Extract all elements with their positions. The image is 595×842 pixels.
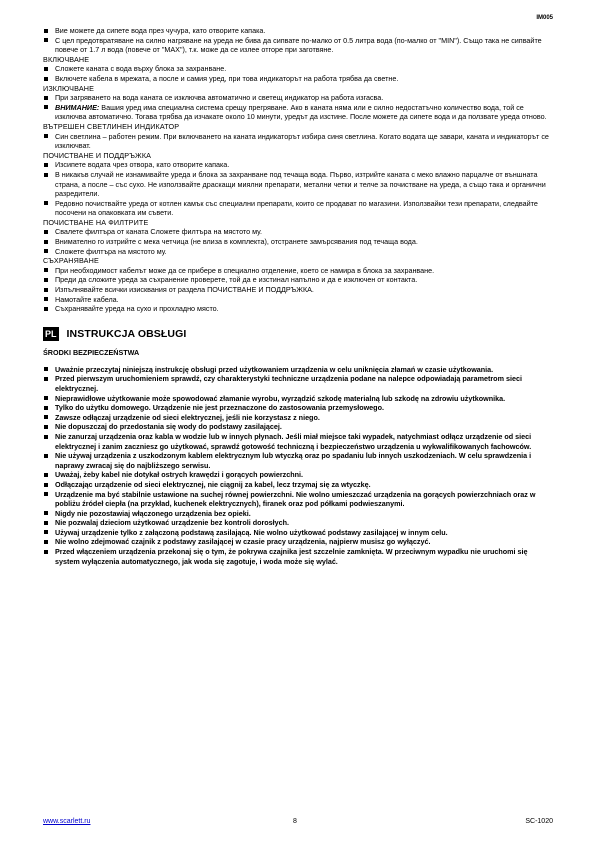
list-item: Nie używaj urządzenia z uszkodzonym kablem elektrycznym lub wtyczką oraz po spadaniu lub innych uszkodzeniach. W celu sprawdzenia i naprawy zwracaj się do najbliższego serwisu.: [43, 451, 553, 470]
bullet-icon: [44, 540, 48, 544]
list-item: При необходимост кабелът може да се прибере в специално отделение, което се намира в блока за захранване.: [43, 266, 553, 276]
bullet-icon: [44, 511, 48, 515]
bullet-icon: [44, 483, 48, 487]
list-item: Uważnie przeczytaj niniejszą instrukcję obsługi przed użytkowaniem urządzenia w celu uniknięcia złamań w czasie użytkowania.: [43, 365, 553, 375]
page: [43, 0, 553, 842]
model-number: SC-1020: [525, 818, 553, 825]
list-item: Urządzenie ma być stabilnie ustawione na suchej równej powierzchni. Nie wolno umieszczać urządzenia na gorących powierzchniach oraz w pobliżu źródeł ciepła (na przykład, kuchenek elektrycznych), firanek oraz pod półkami podwieszanymi.: [43, 490, 553, 509]
list-item: Nie zanurzaj urządzenia oraz kabla w wodzie lub w innych płynach. Jeśli miał miejsce taki wypadek, natychmiast odłącz urządzenie od sieci elektrycznej i zanim zaczniesz go użytkować, sprawdź gotowość techniczną i bezpieczeństwo urządzenia u wykwalifikowanych fachowców.: [43, 432, 553, 451]
list-item: Намотайте кабела.: [43, 295, 553, 305]
page-number: 8: [293, 818, 297, 825]
list-item: Uważaj, żeby kabel nie dotykał ostrych krawędzi i gorących powierzchni.: [43, 470, 553, 480]
bullet-icon: [44, 530, 48, 534]
bg-switch-on-list: [43, 64, 553, 83]
bullet-icon: [44, 550, 48, 554]
list-item: При загряването на вода каната се изключва автоматично и светещ индикатор на работа изгасва.: [43, 93, 553, 103]
bg-indicator-list: [43, 132, 553, 151]
list-item: Nie pozwalaj dzieciom użytkować urządzenie bez kontroli dorosłych.: [43, 518, 553, 528]
bullet-icon: [44, 163, 48, 167]
bullet-icon: [44, 173, 48, 177]
bullet-icon: [44, 29, 48, 33]
list-item: Вие можете да сипете вода през чучура, като отворите капака.: [43, 26, 553, 36]
language-badge: PL: [45, 328, 57, 339]
bullet-icon: [44, 454, 48, 458]
list-item: Nie dopuszczaj do przedostania się wody do podstawy zasilającej.: [43, 422, 553, 432]
list-item: Изсипете водата чрез отвора, като отворите капака.: [43, 160, 553, 170]
content: [43, 26, 553, 566]
bullet-icon: [44, 77, 48, 81]
section-heading: ВЪТРЕШЕН СВЕТЛИНЕН ИНДИКАТОР: [43, 121, 180, 131]
list-item: Сложете филтъра на мястото му.: [43, 247, 553, 257]
footer: [43, 818, 553, 828]
pl-safety-list: [43, 365, 553, 566]
list-item: Свалете филтъра от каната Сложете филтъра на мястото му.: [43, 227, 553, 237]
list-item: Zawsze odłączaj urządzenie od sieci elektrycznej, jeśli nie korzystasz z niego.: [43, 413, 553, 423]
bullet-icon: [44, 415, 48, 419]
bullet-icon: [44, 230, 48, 234]
bullet-icon: [44, 492, 48, 496]
pl-title: INSTRUKCJA OBSŁUGI: [66, 327, 187, 340]
list-item: Внимателно го изтрийте с мека четчица (не влиза в комплекта), отстранете замърсявания под течаща вода.: [43, 237, 553, 247]
bullet-icon: [44, 435, 48, 439]
bullet-icon: [44, 307, 48, 311]
list-item: Сложете каната с вода върху блока за захранване.: [43, 64, 553, 74]
list-item: Odłączając urządzenie od sieci elektrycznej, nie ciągnij za kabel, lecz trzymaj się za wtyczkę.: [43, 480, 553, 490]
warning-label: ВНИМАНИЕ:: [55, 102, 100, 112]
list-item: Nie wolno zdejmować czajnik z podstawy zasilającej w czasie pracy urządzenia, najpierw musisz go wyłączyć.: [43, 537, 553, 547]
bullet-icon: [44, 396, 48, 400]
bg-switch-off-list: [43, 93, 553, 122]
bullet-icon: [44, 67, 48, 71]
list-item: Tylko do użytku domowego. Urządzenie nie jest przeznaczone do zastosowania przemysłowego.: [43, 403, 553, 413]
list-item: Съхранявайте уреда на сухо и прохладно място.: [43, 304, 553, 314]
bullet-icon: [44, 134, 48, 138]
pl-subtitle: ŚRODKI BEZPIECZEŃSTWA: [43, 348, 140, 357]
section-gap: [43, 314, 553, 327]
list-item: Nigdy nie pozostawiaj włączonego urządzenia bez opieki.: [43, 509, 553, 519]
bullet-icon: [44, 268, 48, 272]
list-item: Nieprawidłowe użytkowanie może spowodować złamanie wyrobu, wyrządzić szkodę materialną lub szkodę na zdrowiu użytkownika.: [43, 394, 553, 404]
bullet-icon: [44, 473, 48, 477]
bullet-icon: [44, 240, 48, 244]
section-heading: ИЗКЛЮЧВАНЕ: [43, 83, 95, 93]
bullet-icon: [44, 297, 48, 301]
bg-intro-list: [43, 26, 553, 55]
section-heading: ВКЛЮЧВАНЕ: [43, 54, 90, 64]
list-item: В никакъв случай не изнамивайте уреда и блока за захранване под течаща вода. Първо, изтрийте каната с меко влажно парцалче от външната страна, а после – със сухо. Не използвайте драскащи миялни препарати, метални четки и телче за почистване на уреда, а също така и органични разредители.: [43, 170, 553, 199]
list-item: ВНИМАНИЕ: Вашия уред има специална система срещу прегряване. Ако в каната няма или е силно недостатъчно количество вода, той се изключва автоматично. Тогава трябва да изчакате около 10 минути, уредът да изстине. После можете да сипете вода и да ползвате уреда отново.: [43, 103, 553, 122]
section-heading: ПОЧИСТВАНЕ НА ФИЛТРИТЕ: [43, 217, 149, 227]
bullet-icon: [44, 367, 48, 371]
bg-storage-list: [43, 266, 553, 314]
list-item: Przed pierwszym uruchomieniem sprawdź, czy charakterystyki techniczne urządzenia podane na nalepce odpowiadają parametrom sieci elektrycznej.: [43, 374, 553, 393]
list-item: Син светлина – работен режим. При включването на каната индикаторът избира синя светлина. Когато водата щe завари, каната и индикаторът се изключват.: [43, 132, 553, 151]
bullet-icon: [44, 249, 48, 253]
bg-filter-list: [43, 227, 553, 256]
website-link[interactable]: www.scarlett.ru: [43, 818, 91, 825]
bullet-icon: [44, 96, 48, 100]
bullet-icon: [44, 105, 48, 109]
list-item: Преди да сложите уреда за съхранение проверете, той да е изстинал напълно и да е изключен от контакта.: [43, 275, 553, 285]
bullet-icon: [44, 278, 48, 282]
pl-header: [43, 327, 553, 341]
section-heading: ПОЧИСТВАНЕ И ПОДДРЪЖКА: [43, 150, 152, 160]
section-heading: СЪХРАНЯВАНЕ: [43, 256, 99, 266]
bullet-icon: [44, 377, 48, 381]
list-item: Używaj urządzenie tylko z załączoną podstawą zasilającą. Nie wolno użytkować podstawy zasilającej w innym celu.: [43, 528, 553, 538]
list-item: С цел предотвратяване на силно нагряване на уреда не бива да сипвате по-малко от 0.5 литра вода (по-малко от "MIN"). Също така не сипвайте повече от 1.7 л вода (повече от "MAX"), т.к. може да се излее отгоре при заготвяне.: [43, 36, 553, 55]
bullet-icon: [44, 425, 48, 429]
bullet-icon: [44, 521, 48, 525]
bg-cleaning-list: [43, 160, 553, 218]
list-item: Редовно почиствайте уреда от котлен камък със специални препарати, които се продават по магазини. Използвайки тези препарати, следвайте посочени на опаковката им съвети.: [43, 199, 553, 218]
doc-code: IM005: [536, 15, 553, 21]
bullet-icon: [44, 38, 48, 42]
list-item: Przed włączeniem urządzenia przekonaj się o tym, że pokrywa czajnika jest szczelnie zamknięta. W przeciwnym wypadku nie uruchomi się system wyłączenia automatycznego, jak woda się zagotuje, i woda może się wylać.: [43, 547, 553, 566]
bullet-icon: [44, 201, 48, 205]
list-item: Включете кабела в мрежата, а после и самия уред, при това индикаторът на работа трябва да светне.: [43, 74, 553, 84]
bullet-icon: [44, 288, 48, 292]
bullet-icon: [44, 406, 48, 410]
list-item: Изпълнявайте всички изисквания от раздела ПОЧИСТВАНЕ И ПОДДРЪЖКА.: [43, 285, 553, 295]
